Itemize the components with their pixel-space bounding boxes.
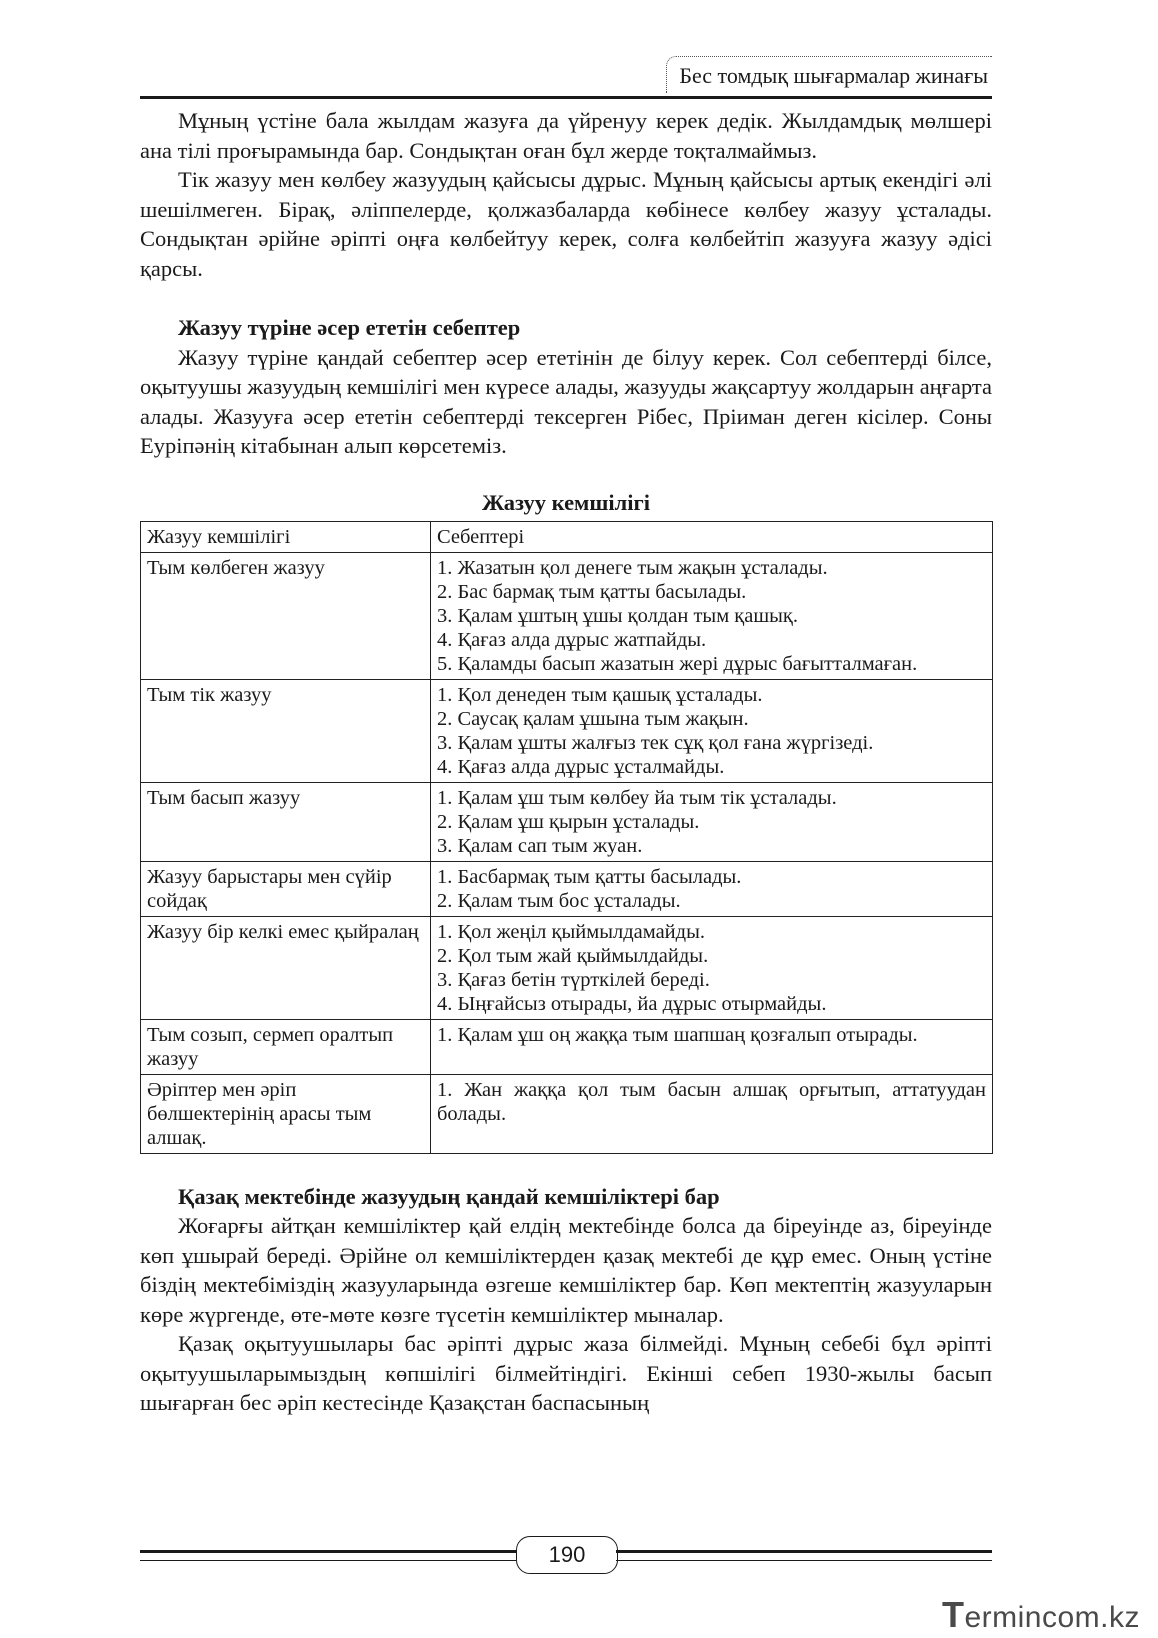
- causes-cell: [431, 861, 993, 916]
- watermark-text: ermincom.kz: [964, 1601, 1140, 1634]
- cause-item: 1. Қалам ұш тым көлбеу йа тым тік ұсталады.: [437, 786, 837, 809]
- cause-item: 4. Ыңғайсыз отырады, йа дұрыс отырмайды.: [437, 992, 827, 1015]
- paragraph: Қазақ оқытуушылары бас әріпті дұрыс жаза білмейді. Мұның себебі бұл әріпті оқытуушыларымыздың көпшілігі білмейтіндігі. Екінші себеп 1930-жылы басып шығарған бес әріп кестесінде Қазақстан баспасының: [140, 1331, 992, 1415]
- page-body: [140, 106, 992, 1418]
- table-caption: Жазуу кемшілігі: [482, 489, 650, 515]
- cause-item: 1. Жан жаққа қол тым басын алшақ орғытып, аттатуудан болады.: [437, 1078, 986, 1125]
- cause-item: 2. Қалам ұш қырын ұсталады.: [437, 810, 700, 833]
- defect-cell: Тым тік жазуу: [141, 679, 431, 782]
- causes-cell: [431, 679, 993, 782]
- paragraph: Тік жазуу мен көлбеу жазуудың қайсысы дұрыс. Мұның қайсысы артық екендігі әлі шешілмеген. Бірақ, әліппелерде, қолжазбаларда көбінесе көлбеу жазуу ұсталады. Сондықтан әрійне әріпті оңға көлбейтуу керек, солға көлбейтіп жазууға жазуу әдісі қарсы.: [140, 167, 992, 281]
- table-row: [141, 679, 993, 782]
- paragraph: Жазуу түріне қандай себептер әсер ететінін де білуу керек. Сол себептерді білсе, оқытуушы жазуудың кемшілігі мен күресе алады, жазууды жақсартуу жолдарын аңғарта алады. Жазууға әсер ететін себептерді тексерген Рібес, Пріиман деген кісілер. Соны Еуріпәнің кітабынан алып көрсетеміз.: [140, 344, 992, 458]
- cause-item: 2. Қол тым жай қыймылдайды.: [437, 944, 709, 967]
- cause-item: 2. Саусақ қалам ұшына тым жақын.: [437, 707, 749, 730]
- table-row: [141, 782, 993, 861]
- cause-item: 4. Қағаз алда дұрыс жатпайды.: [437, 628, 707, 651]
- causes-cell: [431, 916, 993, 1019]
- spacer: [140, 283, 992, 313]
- defect-cell: Тым басып жазуу: [141, 782, 431, 861]
- cause-item: 4. Қағаз алда дұрыс ұсталмайды.: [437, 755, 725, 778]
- table-header-row: [141, 521, 993, 552]
- section-heading: Қазақ мектебінде жазуудың қандай кемшіліктері бар: [178, 1183, 720, 1209]
- watermark-logo: [942, 1595, 1140, 1635]
- table-row: [141, 1019, 993, 1074]
- running-head: [140, 56, 992, 99]
- footer-rule: [140, 1550, 516, 1561]
- causes-cell: [431, 1074, 993, 1153]
- watermark-initial: T: [941, 1594, 965, 1635]
- cause-item: 2. Бас бармақ тым қатты басылады.: [437, 580, 747, 603]
- section-2: [140, 1182, 992, 1418]
- causes-cell: [431, 552, 993, 679]
- running-head-title: Бес томдық шығармалар жинағы: [666, 56, 992, 93]
- cause-item: 1. Қалам ұш оң жаққа тым шапшаң қозғалып отырады.: [437, 1023, 918, 1046]
- paragraph: Мұның үстіне бала жылдам жазуға да үйренуу керек дедік. Жылдамдық мөлшері ана тілі проғырамында бар. Сондықтан оған бұл жерде тоқталмаймыз.: [140, 108, 992, 163]
- table-row: [141, 916, 993, 1019]
- cause-item: 5. Қаламды басып жазатын жері дұрыс бағытталмаған.: [437, 652, 918, 675]
- defect-cell: Тым көлбеген жазуу: [141, 552, 431, 679]
- causes-cell: [431, 1019, 993, 1074]
- cause-item: 1. Қол жеңіл қыймылдамайды.: [437, 920, 705, 943]
- column-header: Жазуу кемшілігі: [141, 521, 431, 552]
- table-row: [141, 1074, 993, 1153]
- page-footer: [140, 1536, 992, 1576]
- defect-cell: Жазуу бір келкі емес қыйралаң: [141, 916, 431, 1019]
- column-header: Себептері: [431, 521, 993, 552]
- cause-item: 3. Қалам сап тым жуан.: [437, 834, 643, 857]
- cause-item: 1. Жазатын қол денеге тым жақын ұсталады.: [437, 556, 828, 579]
- paragraph: Жоғарғы айтқан кемшіліктер қай елдің мектебінде болса да біреуінде аз, біреуінде көп ұшырай береді. Әрійне ол кемшіліктерден қазақ мектебі де құр емес. Оның үстіне біздің мектебіміздің жазууларында өзгеше кемшіліктер бар. Көп мектептің жазууларын көре жүргенде, өте-мөте көзге түсетін кемшіліктер мыналар.: [140, 1213, 992, 1327]
- section-heading: Жазуу түріне әсер ететін себептер: [178, 315, 521, 340]
- table-body: [141, 552, 993, 1153]
- defect-cell: Әріптер мен әріп бөлшектерінің арасы тым алшақ.: [141, 1074, 431, 1153]
- table-row: [141, 552, 993, 679]
- cause-item: 1. Қол денеден тым қашық ұсталады.: [437, 683, 763, 706]
- footer-rule: [616, 1550, 992, 1561]
- table-row: [141, 861, 993, 916]
- causes-cell: [431, 782, 993, 861]
- cause-item: 3. Қалам ұшты жалғыз тек сұқ қол ғана жүргізеді.: [437, 731, 874, 754]
- page-number: 190: [516, 1536, 618, 1574]
- defect-cell: Жазуу барыстары мен сүйір сойдақ: [141, 861, 431, 916]
- cause-item: 1. Басбармақ тым қатты басылады.: [437, 865, 742, 888]
- cause-item: 3. Қағаз бетін түрткілей береді.: [437, 968, 710, 991]
- cause-item: 3. Қалам ұштың ұшы қолдан тым қашық.: [437, 604, 799, 627]
- defects-table: [140, 521, 993, 1154]
- cause-item: 2. Қалам тым бос ұсталады.: [437, 889, 681, 912]
- defect-cell: Тым созып, сермеп оралтып жазуу: [141, 1019, 431, 1074]
